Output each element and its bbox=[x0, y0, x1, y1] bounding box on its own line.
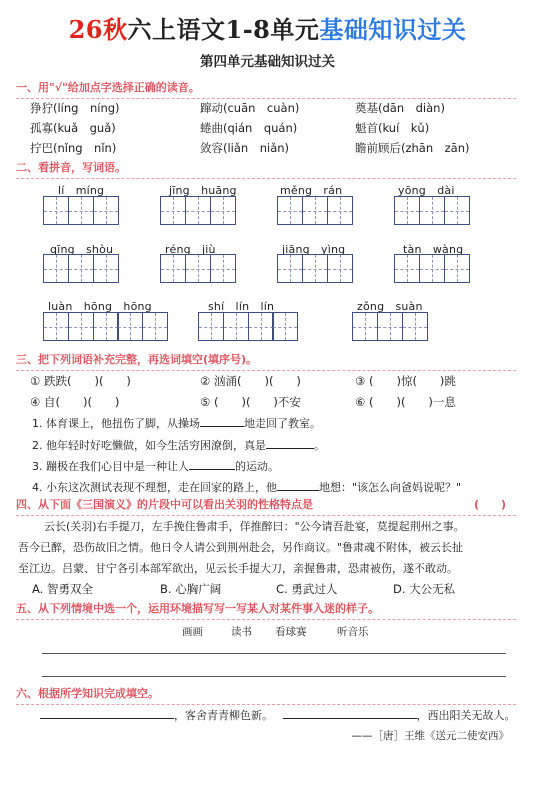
sentence-text: 。 bbox=[314, 439, 325, 452]
writing-grid[interactable] bbox=[394, 196, 468, 225]
pronunciation-item[interactable]: 瞻前顾后(zhān zān) bbox=[355, 141, 470, 155]
pinyin-prompt: jiāng yìng bbox=[282, 243, 346, 256]
scenario-option[interactable]: 听音乐 bbox=[337, 626, 369, 638]
writing-grid[interactable] bbox=[160, 196, 234, 225]
answer-blank[interactable] bbox=[283, 718, 417, 719]
section-divider bbox=[16, 370, 516, 371]
scenario-option[interactable]: 看球赛 bbox=[275, 626, 307, 638]
pinyin-prompt: zǒng suàn bbox=[357, 300, 423, 313]
sentence-number: 3. bbox=[32, 460, 43, 473]
section-divider bbox=[16, 98, 516, 99]
section-3-heading bbox=[16, 352, 516, 368]
writing-grid[interactable] bbox=[277, 196, 351, 225]
poem-fill-line bbox=[40, 707, 516, 723]
section-divider bbox=[16, 704, 516, 705]
sentence-number: 2. bbox=[32, 439, 43, 452]
sentence-text: 体育课上，他扭伤了脚，从操场 bbox=[46, 417, 200, 430]
pinyin-prompt: qīng shòu bbox=[50, 243, 114, 256]
poem-text: ，客舍青青柳色新。 bbox=[174, 709, 273, 722]
section-1-heading bbox=[16, 80, 516, 96]
pronunciation-item[interactable]: 狰狞(líng níng) bbox=[30, 101, 120, 115]
answer-blank[interactable] bbox=[277, 490, 319, 491]
banner-part-2: 六上语文1-8单元 bbox=[127, 15, 320, 44]
pronunciation-item[interactable]: 敛容(liǎn niǎn) bbox=[200, 141, 290, 155]
sentence-text: 地想："该怎么向爸妈说呢？" bbox=[319, 481, 462, 494]
sentence-text: 他年轻时好吃懒做，如今生活穷困潦倒，真是 bbox=[46, 439, 266, 452]
section-5-heading bbox=[16, 601, 516, 617]
pinyin-prompt: shí lín lín bbox=[208, 300, 275, 313]
idiom-fill-item[interactable]: ② 汹涌( )( ) bbox=[200, 374, 301, 388]
idiom-fill-item[interactable]: ⑥ ( )( )一息 bbox=[355, 395, 456, 409]
passage-line: 至江边。吕蒙、甘宁各引本部军欲出，见云长手提大刀，亲握鲁肃，恐肃被伤，遂不敢动。 bbox=[18, 562, 458, 575]
fill-sentence bbox=[32, 415, 321, 431]
section-5-heading-text: 五、从下列情境中选一个，运用环境描写写一写某人对某件事入迷的样子。 bbox=[16, 602, 379, 615]
pronunciation-item[interactable]: 拧巴(nǐng nǐn) bbox=[30, 141, 117, 155]
writing-grid[interactable] bbox=[394, 254, 468, 283]
idiom-fill-item[interactable]: ③ ( )惊( )跳 bbox=[355, 374, 456, 388]
fill-sentence bbox=[32, 437, 325, 453]
writing-grid[interactable] bbox=[43, 196, 117, 225]
section-4-heading bbox=[16, 497, 516, 513]
sentence-text: 小东这次测试表现不理想，走在回家的路上，他 bbox=[46, 481, 277, 494]
unit-subtitle: 第四单元基础知识过关 bbox=[200, 54, 335, 70]
section-divider bbox=[16, 619, 516, 620]
pinyin-prompt: měng rán bbox=[280, 184, 343, 197]
idiom-fill-item[interactable]: ④ 自( )( ) bbox=[30, 395, 120, 409]
choice-option[interactable]: A. 智勇双全 bbox=[32, 582, 93, 596]
banner-part-3: 基础知识过关 bbox=[319, 15, 467, 44]
pinyin-prompt: yōng dài bbox=[398, 184, 455, 197]
section-6-heading bbox=[16, 686, 516, 702]
answer-paren[interactable]: ( ) bbox=[473, 498, 506, 511]
idiom-fill-item[interactable]: ① 跌跌( )( ) bbox=[30, 374, 131, 388]
choice-option[interactable]: D. 大公无私 bbox=[393, 582, 456, 596]
pinyin-prompt: réng jiù bbox=[165, 243, 216, 256]
poem-source: ——［唐］王维《送元二使安西》 bbox=[351, 730, 509, 742]
writing-grid[interactable] bbox=[198, 312, 297, 341]
answer-blank[interactable] bbox=[40, 718, 174, 719]
answer-blank[interactable] bbox=[189, 469, 235, 470]
section-4-heading-text: 四、从下面《三国演义》的片段中可以看出关羽的性格特点是 bbox=[16, 498, 313, 511]
section-6-heading-text: 六、根据所学知识完成填空。 bbox=[16, 687, 159, 700]
sentence-number: 4. bbox=[32, 481, 43, 494]
fill-sentence bbox=[32, 479, 461, 495]
section-3-heading-text: 三、把下列词语补充完整，再选词填空(填序号)。 bbox=[16, 353, 258, 366]
sentence-number: 1. bbox=[32, 417, 43, 430]
pronunciation-item[interactable]: 魁首(kuí kǔ) bbox=[355, 121, 430, 135]
pronunciation-item[interactable]: 蹿动(cuān cuàn) bbox=[200, 101, 300, 115]
pinyin-prompt: tàn wàng bbox=[403, 243, 464, 256]
pinyin-prompt: lí míng bbox=[58, 184, 105, 197]
scenario-option[interactable]: 读书 bbox=[231, 626, 252, 638]
poem-text: ，西出阳关无故人。 bbox=[416, 709, 516, 722]
section-2-heading-text: 二、看拼音，写词语。 bbox=[16, 161, 126, 174]
answer-blank[interactable] bbox=[200, 426, 244, 427]
section-divider bbox=[16, 515, 516, 516]
writing-grid[interactable] bbox=[160, 254, 234, 283]
sentence-text: 蹦极在我们心目中是一种让人 bbox=[46, 460, 189, 473]
banner-part-1: 26秋 bbox=[68, 15, 128, 44]
passage-line: 吾今已醉，恐伤故旧之情。他日令人请公到荆州赴会，另作商议。"鲁肃魂不附体，被云长扯 bbox=[18, 541, 464, 554]
sentence-text: 地走回了教室。 bbox=[244, 417, 321, 430]
writing-grid[interactable] bbox=[277, 254, 351, 283]
section-1-heading-text: 一、用"√"给加点字选择正确的读音。 bbox=[16, 81, 200, 94]
pronunciation-item[interactable]: 蜷曲(qián quán) bbox=[200, 121, 298, 135]
fill-sentence bbox=[32, 458, 279, 474]
pinyin-prompt: jīng huāng bbox=[169, 184, 237, 197]
writing-grid[interactable] bbox=[43, 254, 117, 283]
choice-option[interactable]: C. 勇武过人 bbox=[276, 582, 338, 596]
writing-grid[interactable] bbox=[43, 312, 167, 341]
choice-option[interactable]: B. 心胸广阔 bbox=[160, 582, 222, 596]
idiom-fill-item[interactable]: ⑤ ( )( )不安 bbox=[200, 395, 301, 409]
passage-line: 云长(关羽)右手提刀，左手挽住鲁肃手，佯推醉曰："公今请吾赴宴，莫提起荆州之事。 bbox=[44, 520, 465, 533]
page-banner-title bbox=[0, 10, 535, 45]
writing-grid[interactable] bbox=[352, 312, 426, 341]
section-divider bbox=[16, 178, 516, 179]
scenario-option[interactable]: 画画 bbox=[182, 626, 203, 638]
writing-line[interactable] bbox=[42, 653, 506, 654]
sentence-text: 的运动。 bbox=[235, 460, 279, 473]
writing-line[interactable] bbox=[42, 676, 506, 677]
section-2-heading bbox=[16, 160, 516, 176]
pronunciation-item[interactable]: 孤寡(kuǎ guǎ) bbox=[30, 121, 116, 135]
pronunciation-item[interactable]: 奠基(dān diàn) bbox=[355, 101, 445, 115]
answer-blank[interactable] bbox=[266, 448, 314, 449]
pinyin-prompt: luàn hōng hōng bbox=[48, 300, 152, 313]
